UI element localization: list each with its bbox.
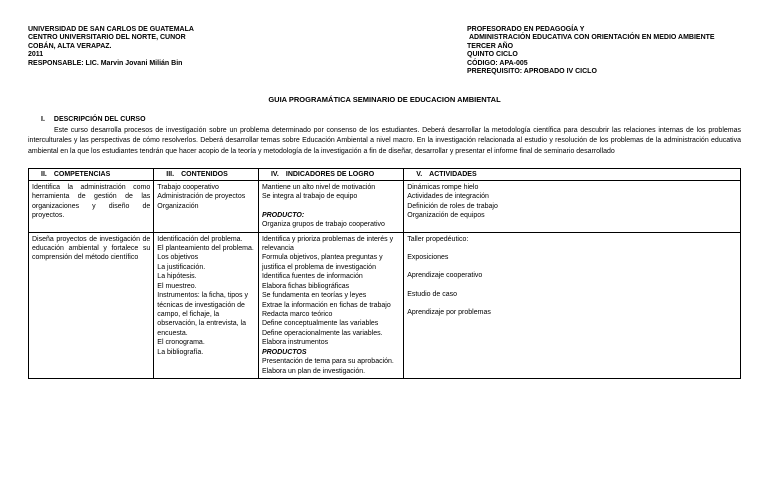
actividad-line: [407, 244, 737, 253]
actividad-line: Dinámicas rompe hielo: [407, 183, 479, 191]
contenido-line: El muestreo.: [157, 282, 197, 290]
indicador-line: Identifica fuentes de información: [261, 273, 363, 281]
institution-info-line: UNIVERSIDAD DE SAN CARLOS DE GUATEMALA: [28, 26, 194, 33]
actividad-line: Taller propedéutico:: [407, 235, 469, 243]
contenido-line: Trabajo cooperativo: [157, 183, 219, 191]
actividad-line: Estudio de caso: [407, 290, 457, 298]
column-header-indicadores: [258, 168, 403, 180]
institution-info: [28, 26, 194, 68]
contenido-line: Organización: [157, 202, 199, 210]
page-title: GUIA PROGRAMÁTICA SEMINARIO DE EDUCACION AMBIENTAL: [268, 95, 501, 105]
course-description-heading: [41, 116, 741, 123]
column-number: V.: [416, 170, 423, 178]
indicador-line: Elabora fichas bibliográficas: [261, 282, 350, 290]
cell-actividades: [404, 232, 741, 379]
indicador-line: Extrae la información en fichas de trabajo: [261, 301, 391, 309]
actividad-line: Aprendizaje cooperativo: [407, 272, 483, 280]
cell-competencias: [29, 232, 154, 379]
cell-actividades: [404, 180, 741, 232]
contenido-line: El cronograma.: [157, 339, 205, 347]
indicador-line: Redacta marco teórico: [261, 311, 333, 319]
column-header-contenidos: [154, 168, 259, 180]
contenido-line: La justificación.: [157, 263, 206, 271]
course-description-text: Este curso desarrolla procesos de investigación sobre un problema determinado por consenso de los estudiantes. Deberá desarrollar la metodología científica para descubrir las relaciones internas de los problemas interculturales y las perspectivas de cómo resolverlos. Deberá desarrollar temas sobre Educación Ambiental a nivel macro. En la investigación relacionada al estudio y resolución de los problemas de la administración educativa ambiental en la que los estudiantes tendrán que hacer acopio de la teoría y metodología de la investigación a fin de diseñar, desarrollar y presentar el informe final de seminario desarrollado: [28, 127, 741, 155]
indicador-line: PRODUCTO:: [261, 211, 305, 219]
contenido-line: El planteamiento del problema.: [157, 244, 254, 252]
indicador-line: Formula objetivos, plantea preguntas y justifica el problema de investigación: [261, 254, 385, 271]
contenido-line: Administración de proyectos: [157, 193, 246, 201]
table-row: [29, 232, 741, 379]
actividad-line: [407, 299, 737, 308]
indicador-line: Elabora instrumentos: [261, 339, 329, 347]
column-label: ACTIVIDADES: [429, 170, 477, 178]
contenido-line: Los objetivos: [157, 254, 199, 262]
actividad-line: Definición de roles de trabajo: [407, 202, 498, 210]
section-number: I.: [41, 116, 45, 124]
section-label: DESCRIPCIÓN DEL CURSO: [53, 116, 146, 124]
cell-competencias: [29, 180, 154, 232]
course-program-table: [28, 168, 741, 379]
program-info-line: CÓDIGO: APA-005: [467, 59, 528, 67]
indicador-line: Presentación de tema para su aprobación.: [261, 358, 394, 366]
indicador-line: PRODUCTOS: [261, 348, 307, 356]
indicador-line: Mantiene un alto nivel de motivación: [261, 183, 376, 191]
program-info: [467, 26, 741, 76]
indicador-line: Identifica y prioriza problemas de interés y relevancia: [261, 235, 396, 252]
program-info-line: PREREQUISITO: APROBADO IV CICLO: [467, 67, 597, 75]
actividad-line: [407, 262, 737, 271]
actividad-line: Aprendizaje por problemas: [407, 309, 491, 317]
actividad-line: [407, 281, 737, 290]
indicador-line: Elabora un plan de investigación.: [261, 367, 366, 375]
institution-info-line: CENTRO UNIVERSITARIO DEL NORTE, CUNOR: [28, 34, 186, 42]
column-number: IV.: [270, 170, 279, 178]
indicador-line: Se integra al trabajo de equipo: [261, 193, 358, 201]
competencia-text: Identifica la administración como herramienta de gestión de las organizaciones y diseño de proyectos.: [32, 183, 151, 220]
actividad-line: Exposiciones: [407, 253, 449, 261]
program-info-line: PROFESORADO EN PEDAGOGÍA Y: [467, 26, 585, 33]
institution-info-line: 2011: [28, 51, 44, 59]
program-info-line: QUINTO CICLO: [467, 51, 518, 59]
contenido-line: Instrumentos: la ficha, tipos y técnicas de investigación de campo, el fichaje, la observación, la entrevista, la encuesta.: [157, 292, 250, 337]
cell-indicadores: [258, 232, 403, 379]
column-number: III.: [166, 170, 175, 178]
indicador-line: Se fundamenta en teorías y leyes: [261, 292, 367, 300]
indicador-line: Define conceptualmente las variables: [261, 320, 379, 328]
contenido-line: La hipótesis.: [157, 273, 197, 281]
contenido-line: La bibliografía.: [157, 348, 204, 356]
program-info-line: TERCER AÑO: [467, 42, 514, 50]
actividad-line: Organización de equipos: [407, 212, 485, 220]
indicador-line: Define operacionalmente las variables.: [261, 329, 383, 337]
column-number: II.: [41, 170, 47, 178]
column-header-actividades: [404, 168, 741, 180]
column-header-competencias: [29, 168, 154, 180]
column-label: CONTENIDOS: [181, 170, 228, 178]
institution-info-line: COBÁN, ALTA VERAPAZ.: [28, 42, 112, 50]
contenido-line: Identificación del problema.: [157, 235, 243, 243]
actividad-line: Actividades de integración: [407, 193, 489, 201]
cell-indicadores: [258, 180, 403, 232]
institution-info-line: RESPONSABLE: LIC. Marvin Jovani Milián Bin: [28, 59, 183, 67]
column-label: INDICADORES DE LOGRO: [285, 170, 375, 178]
cell-contenidos: [154, 232, 259, 379]
indicador-line: Organiza grupos de trabajo cooperativo: [261, 221, 385, 229]
table-header-row: [29, 168, 741, 180]
indicador-line: [262, 202, 400, 211]
competencia-text: Diseña proyectos de investigación de educación ambiental y fortalece su comprensión del método científico: [32, 235, 151, 262]
column-label: COMPETENCIAS: [53, 170, 111, 178]
cell-contenidos: [154, 180, 259, 232]
document-header: [28, 26, 741, 76]
program-info-line: ADMINISTRACIÓN EDUCATIVA CON ORIENTACIÓN EN MEDIO AMBIENTE: [467, 34, 715, 42]
table-row: [29, 180, 741, 232]
